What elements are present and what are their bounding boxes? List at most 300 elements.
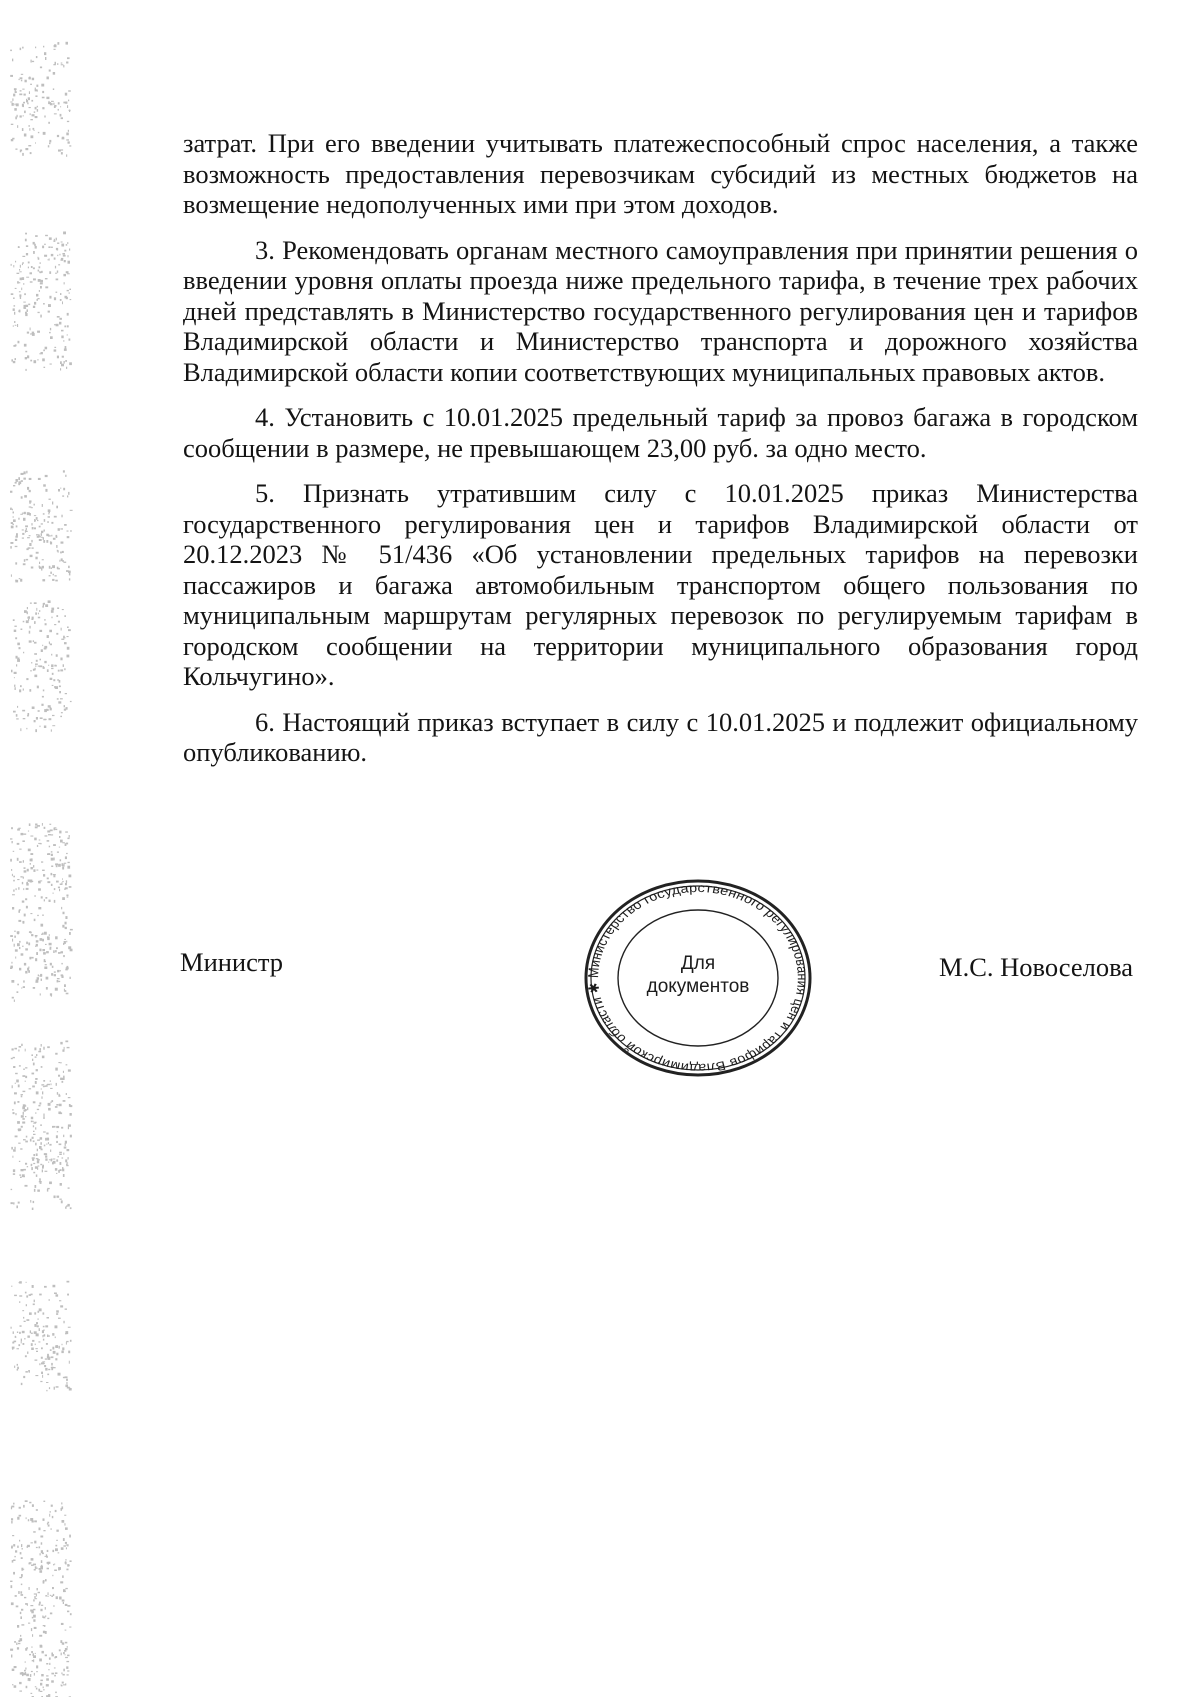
scan-noise-speck: [27, 487, 29, 490]
scan-noise-speck: [63, 1071, 64, 1073]
scan-noise-speck: [16, 888, 17, 890]
scan-noise-speck: [52, 1162, 54, 1164]
scan-noise-speck: [58, 1156, 59, 1157]
scan-noise-speck: [66, 1379, 68, 1381]
scan-noise-speck: [35, 665, 36, 667]
scan-noise-speck: [44, 967, 47, 970]
scan-noise-speck: [29, 823, 31, 826]
scan-noise-speck: [68, 100, 69, 102]
scan-noise-speck: [41, 1357, 43, 1359]
scan-noise-speck: [48, 513, 49, 515]
scan-noise-speck: [45, 623, 47, 625]
scan-noise-speck: [45, 1579, 47, 1581]
scan-noise-speck: [54, 239, 55, 241]
scan-noise-speck: [44, 719, 47, 720]
scan-noise-speck: [28, 831, 29, 832]
scan-noise-speck: [33, 242, 35, 245]
scan-noise-speck: [11, 1147, 13, 1150]
scan-noise-speck: [50, 834, 53, 835]
scan-noise-speck: [60, 698, 63, 699]
scan-noise-speck: [34, 1331, 37, 1334]
scan-noise-speck: [13, 851, 15, 852]
scan-noise-speck: [33, 1101, 36, 1103]
scan-noise-speck: [55, 988, 58, 991]
scan-noise-speck: [18, 1050, 19, 1052]
scan-noise-speck: [56, 1126, 59, 1128]
scan-noise-speck: [18, 246, 20, 248]
scan-noise-speck: [53, 858, 54, 861]
scan-noise-speck: [45, 1556, 47, 1557]
scan-noise-speck: [59, 686, 61, 688]
scan-noise-speck: [17, 273, 20, 274]
scan-noise-speck: [43, 1117, 44, 1120]
scan-noise-speck: [13, 1169, 15, 1172]
scan-noise-speck: [22, 89, 24, 90]
scan-noise-speck: [65, 1657, 68, 1658]
scan-noise-speck: [61, 336, 63, 339]
scan-noise-speck: [29, 689, 31, 692]
scan-noise-speck: [55, 1345, 58, 1348]
scan-noise-speck: [34, 1673, 35, 1676]
scan-noise-speck: [31, 957, 33, 959]
scan-noise-speck: [26, 99, 27, 101]
scan-noise-speck: [21, 473, 24, 475]
scan-noise-speck: [29, 641, 31, 642]
scan-noise-speck: [61, 712, 63, 713]
scan-noise-speck: [69, 1387, 70, 1388]
scan-noise-speck: [48, 122, 50, 124]
scan-noise-speck: [33, 1564, 36, 1566]
scan-noise-speck: [67, 1544, 69, 1546]
scan-noise-speck: [59, 560, 60, 562]
scan-noise-speck: [34, 111, 36, 113]
scan-noise-speck: [24, 867, 26, 869]
scan-noise-speck: [18, 477, 20, 480]
scan-noise-speck: [47, 878, 49, 880]
scan-noise-speck: [49, 271, 51, 274]
scan-noise-speck: [11, 962, 12, 964]
scan-noise-speck: [42, 915, 44, 916]
scan-noise-speck: [35, 235, 38, 237]
scan-noise-speck: [66, 42, 69, 45]
scan-noise-speck: [48, 145, 50, 147]
scan-noise-speck: [22, 104, 24, 107]
scan-noise-speck: [31, 1333, 33, 1334]
scan-noise-speck: [54, 1657, 55, 1659]
scan-noise-speck: [58, 864, 61, 867]
scan-noise-speck: [68, 1127, 69, 1130]
scan-noise-speck: [41, 704, 43, 706]
scan-noise-speck: [56, 545, 57, 548]
scan-noise-speck: [67, 121, 69, 122]
scan-noise-speck: [51, 610, 54, 613]
scan-noise-speck: [44, 619, 46, 620]
scan-noise-speck: [66, 1341, 68, 1342]
scan-noise-speck: [34, 1300, 35, 1303]
scan-noise-speck: [23, 1139, 26, 1140]
scan-noise-speck: [12, 524, 14, 525]
scan-noise-speck: [41, 1542, 43, 1544]
scan-noise-speck: [65, 887, 68, 889]
scan-noise-speck: [15, 687, 16, 690]
scan-noise-speck: [13, 890, 14, 892]
scan-noise-speck: [27, 332, 29, 334]
scan-noise-speck: [45, 57, 46, 60]
scan-noise-speck: [21, 1584, 23, 1586]
scan-noise-speck: [61, 628, 62, 631]
scan-noise-speck: [37, 1319, 38, 1320]
scan-noise-speck: [49, 1144, 51, 1146]
scan-noise-speck: [44, 726, 46, 729]
scan-noise-speck: [67, 636, 69, 637]
scan-noise-speck: [63, 1321, 64, 1324]
scan-noise-speck: [66, 154, 67, 156]
scan-noise-speck: [13, 265, 14, 267]
scan-noise-speck: [27, 1107, 28, 1110]
scan-noise-speck: [63, 636, 65, 639]
scan-noise-speck: [55, 580, 58, 582]
scan-noise-speck: [35, 935, 36, 937]
scan-noise-speck: [24, 344, 27, 347]
scan-noise-speck: [18, 887, 19, 890]
scan-noise-speck: [37, 1109, 39, 1110]
scan-noise-speck: [36, 1568, 38, 1569]
scan-noise-speck: [36, 294, 38, 297]
scan-noise-speck: [59, 322, 61, 325]
scan-noise-speck: [45, 278, 48, 279]
scan-noise-speck: [42, 606, 44, 608]
scan-noise-speck: [23, 302, 26, 303]
scan-noise-speck: [25, 305, 28, 307]
scan-noise-speck: [20, 1591, 22, 1593]
scan-noise-speck: [39, 1178, 41, 1181]
scan-noise-speck: [39, 949, 41, 952]
scan-noise-speck: [67, 325, 69, 327]
scan-noise-speck: [61, 1653, 62, 1656]
scan-noise-speck: [33, 251, 35, 254]
scan-noise-speck: [34, 602, 37, 604]
scan-noise-speck: [60, 1062, 62, 1063]
scan-noise-speck: [69, 1627, 71, 1628]
scan-noise-speck: [13, 619, 15, 621]
scan-noise-speck: [55, 1510, 57, 1512]
scan-noise-speck: [57, 316, 60, 318]
scan-noise-speck: [15, 482, 17, 484]
scan-noise-speck: [13, 1173, 15, 1175]
scan-noise-speck: [39, 526, 41, 528]
scan-noise-speck: [52, 1516, 54, 1518]
scan-noise-speck: [25, 1292, 27, 1294]
scan-noise-speck: [36, 1665, 38, 1668]
scan-noise-speck: [15, 1336, 17, 1338]
scan-noise-speck: [27, 1336, 30, 1338]
scan-noise-speck: [36, 1153, 38, 1156]
scan-noise-speck: [30, 555, 33, 557]
scan-noise-speck: [23, 1569, 24, 1570]
scan-noise-speck: [26, 906, 28, 909]
scan-noise-speck: [56, 633, 58, 635]
scan-noise-speck: [60, 488, 61, 489]
scan-noise-speck: [40, 1137, 43, 1140]
scan-noise-speck: [13, 361, 16, 363]
scan-noise-speck: [12, 997, 14, 999]
scan-noise-speck: [18, 1129, 19, 1130]
scan-noise-speck: [62, 1575, 64, 1578]
scan-noise-speck: [10, 546, 12, 549]
scan-noise-speck: [64, 524, 67, 526]
scan-noise-speck: [24, 914, 26, 917]
scan-noise-speck: [66, 62, 68, 64]
scan-noise-speck: [23, 478, 26, 480]
scan-noise-speck: [48, 509, 51, 512]
scan-noise-speck: [48, 665, 49, 666]
scan-noise-speck: [10, 1649, 13, 1651]
scan-noise-speck: [66, 1661, 69, 1662]
scan-noise-speck: [46, 1085, 47, 1087]
scan-noise-speck: [38, 613, 39, 615]
scan-noise-speck: [25, 898, 27, 900]
scan-noise-speck: [25, 948, 28, 950]
scan-noise-speck: [56, 506, 58, 509]
scan-noise-speck: [25, 239, 27, 242]
scan-noise-speck: [69, 1535, 71, 1538]
scan-noise-speck: [55, 1548, 58, 1551]
scan-noise-speck: [33, 869, 35, 872]
scan-noise-speck: [51, 101, 54, 102]
scan-noise-speck: [18, 1202, 20, 1204]
scan-noise-speck: [12, 907, 14, 910]
scan-noise-speck: [26, 253, 28, 255]
scan-noise-speck: [33, 267, 35, 269]
scan-noise-speck: [14, 1556, 15, 1557]
scan-noise-speck: [30, 853, 33, 855]
scan-noise-speck: [25, 1141, 28, 1143]
scan-noise-speck: [57, 1131, 58, 1132]
scan-noise-speck: [33, 1063, 34, 1065]
scan-noise-speck: [34, 1593, 37, 1594]
scan-noise-speck: [48, 1108, 51, 1111]
scan-noise-speck: [62, 867, 64, 870]
scan-noise-speck: [53, 538, 56, 540]
scan-noise-speck: [56, 1310, 59, 1312]
scan-noise-speck: [40, 286, 42, 289]
scan-noise-speck: [21, 1383, 23, 1385]
scan-noise-speck: [56, 1530, 58, 1532]
scan-noise-speck: [51, 996, 52, 997]
scan-noise-speck: [58, 264, 60, 265]
scan-noise-speck: [50, 1529, 52, 1530]
scan-noise-speck: [29, 1312, 32, 1315]
scan-noise-speck: [31, 540, 32, 543]
scan-noise-speck: [66, 1093, 67, 1095]
scan-noise-speck: [36, 940, 39, 942]
scan-noise-speck: [28, 1623, 30, 1624]
scan-noise-speck: [42, 645, 43, 646]
scan-noise-speck: [16, 714, 18, 717]
scan-noise-speck: [38, 312, 40, 313]
scan-noise-speck: [70, 299, 72, 300]
scan-noise-speck: [50, 830, 53, 832]
scan-noise-speck: [23, 652, 24, 654]
scan-noise-speck: [13, 876, 15, 878]
scan-noise-speck: [65, 475, 66, 477]
scan-noise-speck: [30, 1200, 31, 1203]
scan-noise-speck: [39, 1363, 40, 1365]
scan-noise-speck: [45, 235, 48, 236]
scan-noise-speck: [34, 302, 36, 305]
paragraph-continuation: затрат. При его введении учитывать платежеспособный спрос населения, а также возможность предоставления перевозчикам субсидий из местных бюджетов на возмещение недополученных ими при этом доходов.: [183, 128, 1138, 219]
scan-noise-speck: [14, 1641, 16, 1643]
scan-noise-speck: [64, 863, 66, 864]
scan-noise-speck: [37, 331, 40, 333]
scan-noise-speck: [14, 931, 16, 932]
scan-noise-speck: [51, 1363, 53, 1366]
scan-noise-speck: [49, 566, 51, 569]
scan-noise-speck: [17, 1517, 19, 1520]
scan-noise-speck: [57, 978, 60, 979]
scan-noise-speck: [18, 1344, 20, 1346]
scan-noise-speck: [63, 1669, 65, 1672]
scan-noise-speck: [54, 1570, 57, 1572]
scan-noise-speck: [47, 1523, 48, 1525]
scan-noise-speck: [13, 519, 16, 522]
scan-noise-speck: [24, 559, 26, 562]
scan-noise-speck: [17, 991, 19, 993]
scan-noise-speck: [64, 941, 66, 944]
scan-noise-speck: [43, 46, 44, 48]
scan-noise-speck: [66, 1544, 67, 1545]
scan-noise-speck: [59, 254, 60, 256]
scan-noise-speck: [22, 529, 24, 530]
scan-noise-speck: [30, 113, 31, 115]
scan-noise-speck: [58, 109, 59, 111]
scan-noise-speck: [23, 102, 25, 104]
scan-noise-speck: [29, 931, 31, 933]
scan-noise-speck: [58, 887, 60, 889]
scan-noise-speck: [68, 1187, 70, 1188]
scan-noise-speck: [40, 67, 42, 69]
scan-noise-speck: [30, 859, 33, 862]
scan-noise-speck: [25, 233, 27, 235]
scan-noise-speck: [63, 1174, 65, 1177]
scan-noise-speck: [28, 849, 31, 852]
scan-noise-speck: [36, 1175, 38, 1177]
scan-noise-speck: [17, 933, 19, 934]
scan-noise-speck: [57, 63, 58, 65]
scan-noise-speck: [42, 1651, 44, 1654]
scan-noise-speck: [24, 963, 26, 966]
scan-noise-speck: [19, 1281, 22, 1283]
scan-noise-speck: [54, 258, 56, 260]
scan-noise-speck: [40, 1645, 43, 1647]
scan-noise-speck: [43, 1501, 45, 1502]
scan-noise-speck: [17, 1348, 20, 1349]
scan-noise-speck: [59, 831, 61, 834]
scan-noise-speck: [49, 535, 51, 536]
scan-noise-speck: [51, 522, 53, 524]
scan-noise-speck: [22, 47, 24, 49]
scan-noise-speck: [30, 836, 33, 837]
scan-noise-speck: [14, 1092, 17, 1094]
scan-noise-speck: [57, 271, 58, 273]
scan-noise-speck: [26, 277, 29, 278]
scan-noise-speck: [43, 874, 45, 877]
scan-noise-speck: [22, 513, 24, 514]
scan-noise-speck: [45, 604, 48, 607]
scan-noise-speck: [40, 938, 43, 941]
scan-noise-speck: [21, 1044, 23, 1046]
scan-noise-speck: [33, 1131, 35, 1132]
scan-noise-speck: [36, 1069, 38, 1071]
scan-noise-speck: [56, 1083, 57, 1086]
scan-noise-speck: [60, 299, 62, 301]
scan-noise-speck: [55, 1672, 58, 1674]
scan-noise-speck: [25, 1163, 27, 1165]
scan-noise-speck: [54, 1293, 57, 1295]
scan-noise-speck: [54, 1675, 56, 1677]
paragraph-item-6: 6. Настоящий приказ вступает в силу с 10.01.2025 и подлежит официальному опубликованию.: [183, 706, 1138, 767]
scan-noise-speck: [63, 1135, 64, 1137]
scan-noise-speck: [15, 1136, 18, 1138]
scan-noise-speck: [50, 328, 51, 330]
scan-noise-speck: [20, 514, 23, 515]
scan-noise-speck: [15, 957, 16, 959]
scan-noise-speck: [61, 1685, 62, 1686]
scan-noise-speck: [54, 888, 56, 890]
scan-noise-speck: [49, 900, 51, 902]
scan-noise-speck: [63, 274, 66, 276]
scan-noise-speck: [43, 1339, 44, 1341]
scan-noise-speck: [46, 987, 48, 990]
scan-noise-speck: [48, 834, 51, 835]
scan-noise-speck: [41, 649, 43, 652]
scan-noise-speck: [42, 246, 44, 249]
scan-noise-speck: [65, 883, 67, 885]
scan-noise-speck: [67, 647, 70, 650]
scan-noise-speck: [36, 56, 38, 58]
scan-noise-speck: [62, 1506, 64, 1509]
scan-noise-speck: [18, 1643, 20, 1644]
scan-noise-speck: [65, 1588, 67, 1589]
scan-noise-speck: [19, 578, 21, 579]
scan-noise-speck: [11, 869, 12, 871]
scan-noise-speck: [45, 897, 47, 899]
scan-noise-speck: [46, 1343, 48, 1345]
scan-noise-speck: [43, 1330, 45, 1331]
scan-noise-speck: [65, 1385, 68, 1388]
scan-noise-speck: [67, 1605, 70, 1607]
scan-noise-speck: [44, 899, 45, 901]
scan-noise-speck: [70, 929, 73, 931]
scan-noise-speck: [11, 293, 14, 295]
scan-noise-speck: [42, 949, 45, 951]
scan-noise-speck: [64, 991, 66, 992]
scan-noise-speck: [22, 128, 24, 131]
scan-noise-speck: [35, 1360, 38, 1361]
scan-noise-speck: [47, 635, 49, 638]
scan-noise-speck: [52, 565, 55, 568]
scan-noise-speck: [31, 567, 34, 569]
scan-noise-speck: [65, 346, 67, 349]
scan-noise-speck: [39, 1659, 42, 1662]
scan-noise-speck: [44, 367, 46, 368]
scan-noise-speck: [16, 479, 18, 482]
scan-noise-speck: [44, 1286, 47, 1288]
scan-noise-speck: [54, 49, 56, 50]
scan-noise-speck: [55, 1106, 58, 1108]
scan-noise-speck: [54, 686, 56, 688]
scan-noise-speck: [52, 966, 54, 968]
